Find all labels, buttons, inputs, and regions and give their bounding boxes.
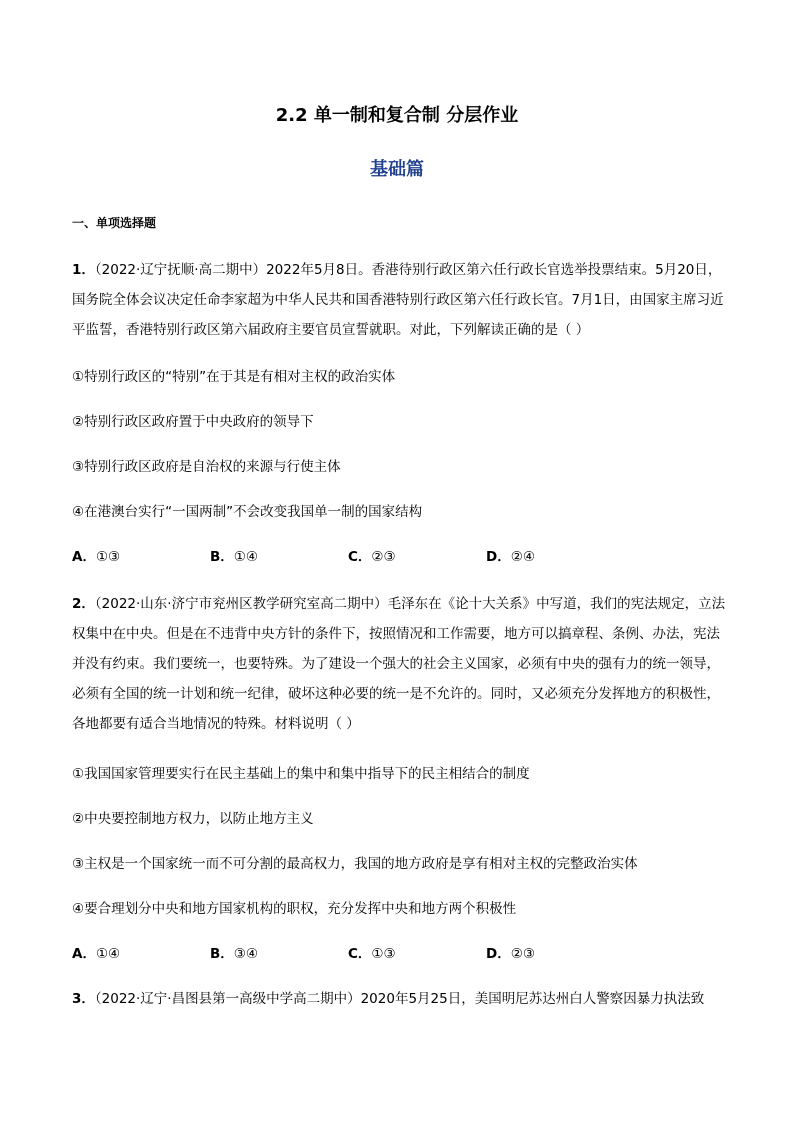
question-number: 2． — [72, 596, 95, 612]
question-3-stem — [72, 984, 732, 1014]
option-c[interactable]: C．②③ — [348, 549, 396, 565]
question-2-statement-1: ①我国国家管理要实行在民主基础上的集中和集中指导下的民主相结合的制度 — [72, 766, 530, 782]
document-title: 2.2 单一制和复合制 分层作业 — [275, 105, 519, 126]
question-text: （2022·辽宁抚顺·高二期中）2022年5月8日。香港待别行政区第六任行政长官选举投票结束。5月20日，国务院全体会议决定任命李家超为中华人民共和国香港特别行政区第六任行政长官。7月1日，由国家主席习近平监誓，香港特别行政区第六届政府主要官员宣誓就职。对此，下列解读正确的是（ ） — [72, 262, 724, 338]
question-1-statement-3: ③特别行政区政府是自治权的来源与行使主体 — [72, 459, 341, 475]
question-1-stem — [72, 255, 732, 345]
question-1-statement-2: ②特别行政区政府置于中央政府的领导下 — [72, 414, 314, 430]
question-2-stem — [72, 589, 732, 739]
option-a[interactable]: A．①④ — [72, 946, 121, 962]
question-2-statement-4: ④要合理划分中央和地方国家机构的职权，充分发挥中央和地方两个积极性 — [72, 901, 517, 917]
question-text: （2022·山东·济宁市兖州区教学研究室高二期中）毛泽东在《论十大关系》中写道，我们的宪法规定，立法权集中在中央。但是在不违背中央方针的条件下，按照情况和工作需要，地方可以搞章程、条例、办法，宪法并没有约束。我们要统一，也要特殊。为了建设一个强大的社会主义国家，必须有中央的强有力的统一领导，必须有全国的统一计划和统一纪律，破坏这种必要的统一是不允许的。同时，又必须充分发挥地方的积极性，各地都要有适合当地情况的特殊。材料说明（ ） — [72, 596, 726, 732]
question-text: （2022·辽宁·昌图县第一高级中学高二期中）2020年5月25日，美国明尼苏达州白人警察因暴力执法致 — [94, 991, 705, 1007]
option-b[interactable]: B．①④ — [210, 549, 259, 565]
option-d[interactable]: D．②③ — [486, 946, 535, 962]
question-number: 1． — [72, 262, 95, 278]
section-subtitle: 基础篇 — [370, 159, 424, 180]
question-2-statement-2: ②中央要控制地方权力，以防止地方主义 — [72, 811, 314, 827]
question-number: 3． — [72, 991, 95, 1007]
option-b[interactable]: B．③④ — [210, 946, 259, 962]
option-a[interactable]: A．①③ — [72, 549, 121, 565]
question-1-options — [72, 547, 732, 567]
question-2-statement-3: ③主权是一个国家统一而不可分割的最高权力，我国的地方政府是享有相对主权的完整政治实体 — [72, 856, 638, 872]
option-d[interactable]: D．②④ — [486, 549, 535, 565]
section-heading: 一、单项选择题 — [72, 216, 157, 230]
question-2-options — [72, 944, 732, 964]
question-1-statement-4: ④在港澳台实行“一国两制”不会改变我国单一制的国家结构 — [72, 504, 423, 520]
question-1-statement-1: ①特别行政区的“特别”在于其是有相对主权的政治实体 — [72, 369, 396, 385]
option-c[interactable]: C．①③ — [348, 946, 396, 962]
